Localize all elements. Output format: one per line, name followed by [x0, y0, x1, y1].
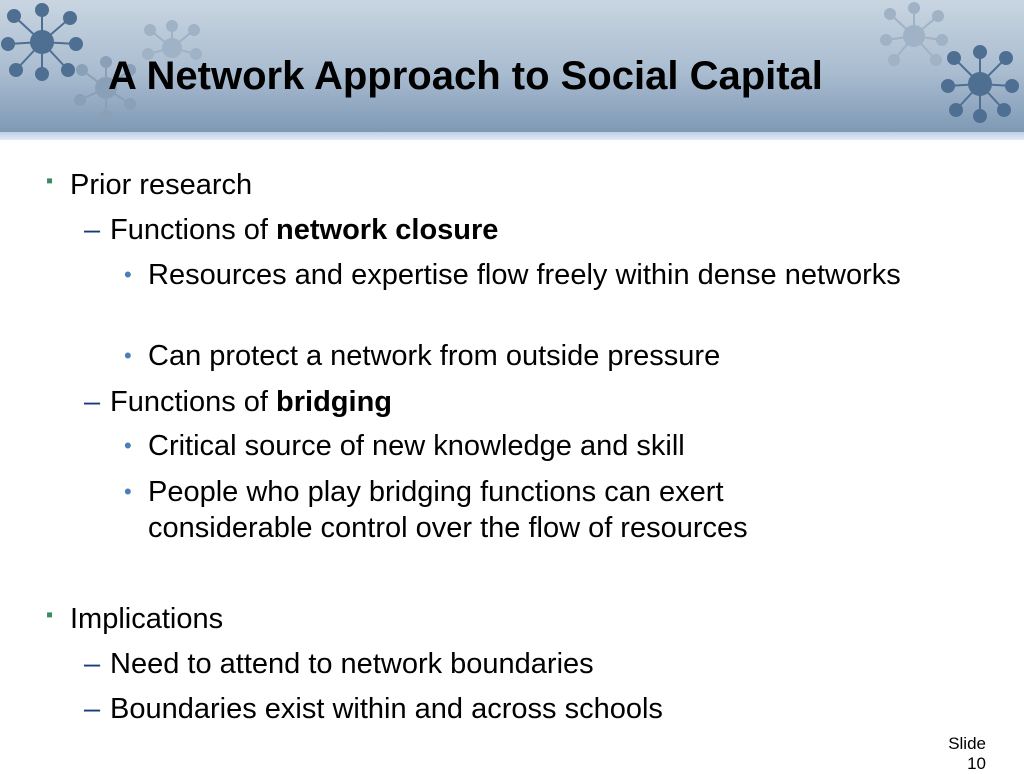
bullet-network-closure [110, 212, 498, 248]
bullet-bridging-point-2: People who play bridging functions can exert considerable control over the flow of resources [148, 476, 748, 544]
bullet-implication-2: Boundaries exist within and across schools [110, 693, 663, 725]
bullet-closure-point-1: Resources and expertise flow freely within dense networks [148, 259, 901, 291]
closure-prefix: Functions of [110, 214, 277, 246]
slide-number [926, 734, 986, 774]
bullet-bridging-point-1: Critical source of new knowledge and skill [148, 430, 685, 462]
bullet-closure-point-2: Can protect a network from outside pressure [148, 340, 721, 372]
bullet-bridging [110, 384, 392, 420]
slide-title: A Network Approach to Social Capital [108, 54, 823, 98]
dash-bullet-icon: – [84, 693, 101, 725]
dot-bullet-icon: • [124, 433, 132, 458]
bullet-implications: Implications [70, 603, 224, 635]
dot-bullet-icon: • [124, 343, 132, 368]
closure-bold: network closure [276, 214, 499, 246]
slide-number-value: 10 [967, 754, 986, 773]
dot-bullet-icon: • [124, 262, 132, 287]
dot-bullet-icon: • [124, 479, 132, 504]
dash-bullet-icon: – [84, 386, 101, 418]
dash-bullet-icon: – [84, 648, 101, 680]
bridging-bold: bridging [276, 386, 393, 418]
square-bullet-icon: ▪ [46, 170, 54, 192]
bullet-prior-research: Prior research [70, 169, 253, 201]
bullet-implication-1: Need to attend to network boundaries [110, 648, 594, 680]
square-bullet-icon: ▪ [46, 604, 54, 626]
dash-bullet-icon: – [84, 214, 101, 246]
bridging-prefix: Functions of [110, 386, 277, 418]
slide-label: Slide [948, 734, 986, 753]
